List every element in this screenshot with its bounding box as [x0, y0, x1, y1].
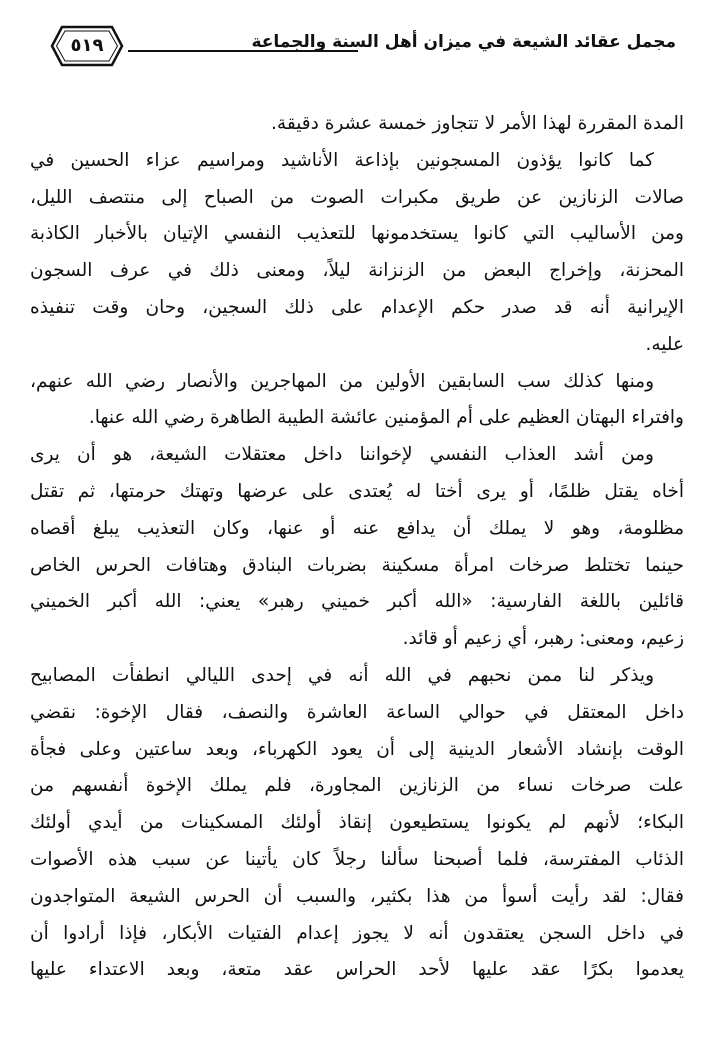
text-line: الذئاب المفترسة، فلما أصبحنا سألنا رجلاً كان يأتينا عن سبب هذه الأصوات: [30, 848, 684, 870]
text-line: في داخل السجن يعتقدون أنه لا يجوز إعدام الفتيات الأبكار، فإذا أرادوا أن: [30, 922, 684, 944]
text-line: الإيرانية أنه قد صدر حكم الإعدام على ذلك السجين، وحان وقت تنفيذه: [30, 296, 684, 318]
text-line: قائلين باللغة الفارسية: «الله أكبر خميني رهبر» يعني: الله أكبر الخميني: [30, 591, 684, 613]
text-line: أخاه يقتل ظلمًا، أو يرى أختا له يُعتدى على عرضها وتهتك حرمتها، ثم تقتل: [30, 480, 684, 502]
text-line: ويذكر لنا ممن نحبهم في الله أنه في إحدى الليالي انطفأت المصابيح: [30, 664, 654, 686]
text-line: ومنها كذلك سب السابقين الأولين من المهاجرين والأنصار رضي الله عنهم،: [30, 370, 654, 392]
header-rule: [128, 50, 358, 52]
text-line: زعيم، ومعنى: رهبر، أي زعيم أو قائد.: [402, 628, 684, 650]
text-line: المدة المقررة لهذا الأمر لا تتجاوز خمسة عشرة دقيقة.: [271, 113, 684, 134]
text-line: صالات الزنازين عن طريق مكبرات الصوت من الصباح إلى منتصف الليل،: [30, 186, 684, 208]
text-line: المحزنة، وإخراج البعض من الزنزانة ليلاً، ومعنى ذلك في عرف السجون: [30, 260, 684, 282]
text-line: الوقت بإنشاد الأشعار الدينية إلى أن يعود الكهرباء، وبعد ساعتين وعلى فجأة: [30, 738, 684, 760]
running-title: مجمل عقائد الشيعة في ميزان أهل السنة والجماعة: [251, 32, 676, 52]
text-line: داخل المعتقل في حوالي الساعة العاشرة والنصف، فقال الإخوة: نقضي: [30, 701, 684, 723]
text-line: حينما تختلط صرخات امرأة مسكينة بضربات البنادق وهتافات الحرس الخاص: [30, 554, 684, 576]
text-line: وافتراء البهتان العظيم على أم المؤمنين عائشة الطيبة الطاهرة رضي الله عنها.: [88, 407, 684, 429]
text-line: ومن الأساليب التي كانوا يستخدمونها للتعذيب النفسي الإتيان بالأخبار الكاذبة: [30, 223, 684, 245]
text-line: يعدموا بكرًا عقد عليها لأحد الحراس عقد متعة، وبعد الاعتداء عليها: [30, 959, 684, 981]
page-header: [50, 22, 676, 72]
text-line: علت صرخات نساء من الزنازين المجاورة، فلم يملك الإخوة أنفسهم من: [30, 775, 684, 797]
text-line: البكاء؛ لأنهم لم يكونوا يستطيعون إنقاذ أولئك المسكينات من أيدي أولئك: [30, 812, 684, 834]
text-line: كما كانوا يؤذون المسجونين بإذاعة الأناشيد ومراسيم عزاء الحسين في: [30, 149, 654, 171]
text-line: مظلومة، وهو لا يملك أن يدافع عنه أو عنها، وكان التعذيب يبلغ أقصاه: [30, 517, 684, 539]
text-line: فقال: لقد رأيت أسوأ من هذا بكثير، والسبب أن الحرس الشيعة المتواجدون: [30, 885, 684, 907]
body-text: [30, 106, 684, 989]
page-number: ٥١٩: [70, 35, 104, 56]
text-line: عليه.: [645, 333, 684, 355]
page-number-badge: [50, 24, 124, 68]
text-line: ومن أشد العذاب النفسي لإخواننا داخل معتقلات الشيعة، هو أن يرى: [30, 444, 654, 466]
